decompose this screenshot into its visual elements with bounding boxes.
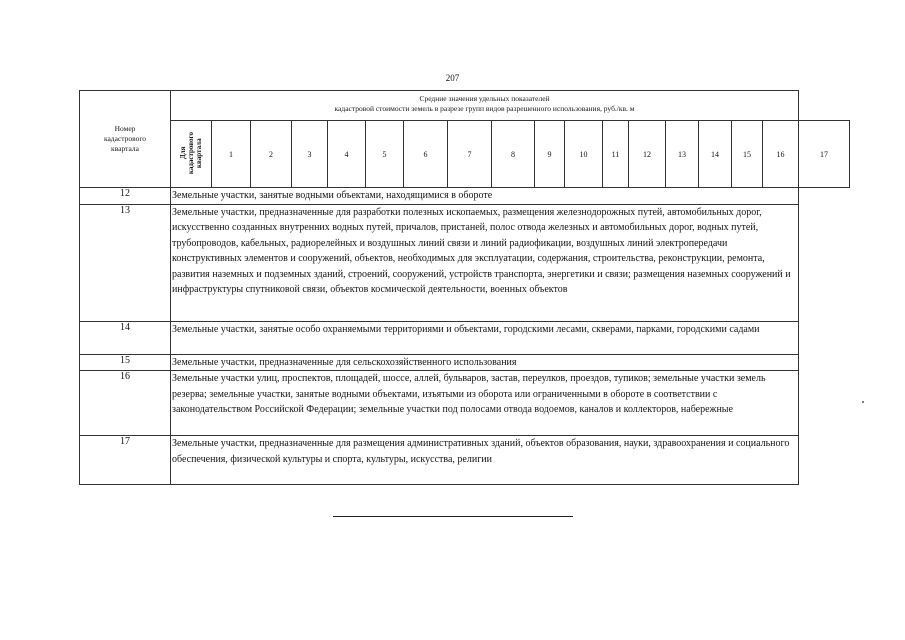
column-number: 15 <box>732 121 763 188</box>
table-title <box>171 91 799 121</box>
column-number: 5 <box>366 121 404 188</box>
kvartal-header-line: Номер <box>114 124 136 133</box>
column-number: 14 <box>699 121 732 188</box>
column-number: 13 <box>666 121 699 188</box>
table-row <box>80 371 850 436</box>
kvartal-header-line: кадастрового <box>103 134 147 143</box>
column-number: 3 <box>292 121 328 188</box>
row-description: Земельные участки улиц, проспектов, площадей, шоссе, аллей, бульваров, застав, переулков, проездов, тупиков; земельные участки земель резерва; земельные участки, занятые водными объектами, изъятыми из оборота или ограниченными в обороте в соответствии с законодательством Российской Федерации; земельные участки под полосами отвода водоемов, каналов и коллекторов, набережные <box>171 371 799 436</box>
row-number: 14 <box>80 321 171 354</box>
kvartal-number-header <box>80 91 171 188</box>
column-number: 16 <box>763 121 799 188</box>
column-number: 7 <box>448 121 492 188</box>
column-number: 4 <box>328 121 366 188</box>
table-row <box>80 436 850 485</box>
row-description: Земельные участки, занятые водными объектами, находящимися в обороте <box>171 188 799 205</box>
row-description: Земельные участки, предназначенные для сельскохозяйственного использования <box>171 354 799 371</box>
vertical-header: Для кадастрового квартала <box>179 131 203 175</box>
column-number: 10 <box>565 121 603 188</box>
column-number: 8 <box>492 121 535 188</box>
column-number: 6 <box>404 121 448 188</box>
row-description: Земельные участки, предназначенные для разработки полезных ископаемых, размещения железнодорожных путей, автомобильных дорог, искусственно созданных внутренних водных путей, причалов, пристаней, полос отвода железных и автомобильных дорог, водных путей, трубопроводов, кабельных, радиорелейных и воздушных линий связи и линий радиофикации, воздушных линий электропередачи конструктивных элементов и сооружений, объектов, необходимых для эксплуатации, содержания, строительства, реконструкции, ремонта, развития наземных и подземных зданий, строений, сооружений, устройств транспорта, энергетики и связи; размещения наземных сооружений и инфраструктуры спутниковой связи, объектов космической деятельности, военных объектов <box>171 204 799 321</box>
column-number: 1 <box>212 121 251 188</box>
column-number: 12 <box>629 121 666 188</box>
page-number: 207 <box>445 73 460 83</box>
table-row <box>80 354 850 371</box>
column-number: 9 <box>535 121 565 188</box>
bottom-rule <box>333 516 573 517</box>
row-number: 16 <box>80 371 171 436</box>
table-row <box>80 321 850 354</box>
column-number: 2 <box>251 121 292 188</box>
row-description: Земельные участки, предназначенные для размещения административных зданий, объектов образования, науки, здравоохранения и социального обеспечения, физической культуры и спорта, культуры, искусства, религии <box>171 436 799 485</box>
row-number: 15 <box>80 354 171 371</box>
cadastral-value-table <box>79 90 850 485</box>
column-header-kvartal <box>171 121 212 188</box>
row-number: 13 <box>80 204 171 321</box>
row-number: 17 <box>80 436 171 485</box>
table-row <box>80 204 850 321</box>
table-title-line: кадастровой стоимости земель в разрезе групп видов разрешенного использования, руб./кв. м <box>334 104 635 113</box>
table-title-line: Средние значения удельных показателей <box>419 94 550 103</box>
column-number: 11 <box>603 121 629 188</box>
kvartal-header-line: квартала <box>111 144 139 153</box>
table-row <box>80 188 850 205</box>
column-number: 17 <box>799 121 850 188</box>
row-description: Земельные участки, занятые особо охраняемыми территориями и объектами, городскими лесами, скверами, парками, городскими садами <box>171 321 799 354</box>
row-number: 12 <box>80 188 171 205</box>
scan-speck <box>862 401 864 403</box>
